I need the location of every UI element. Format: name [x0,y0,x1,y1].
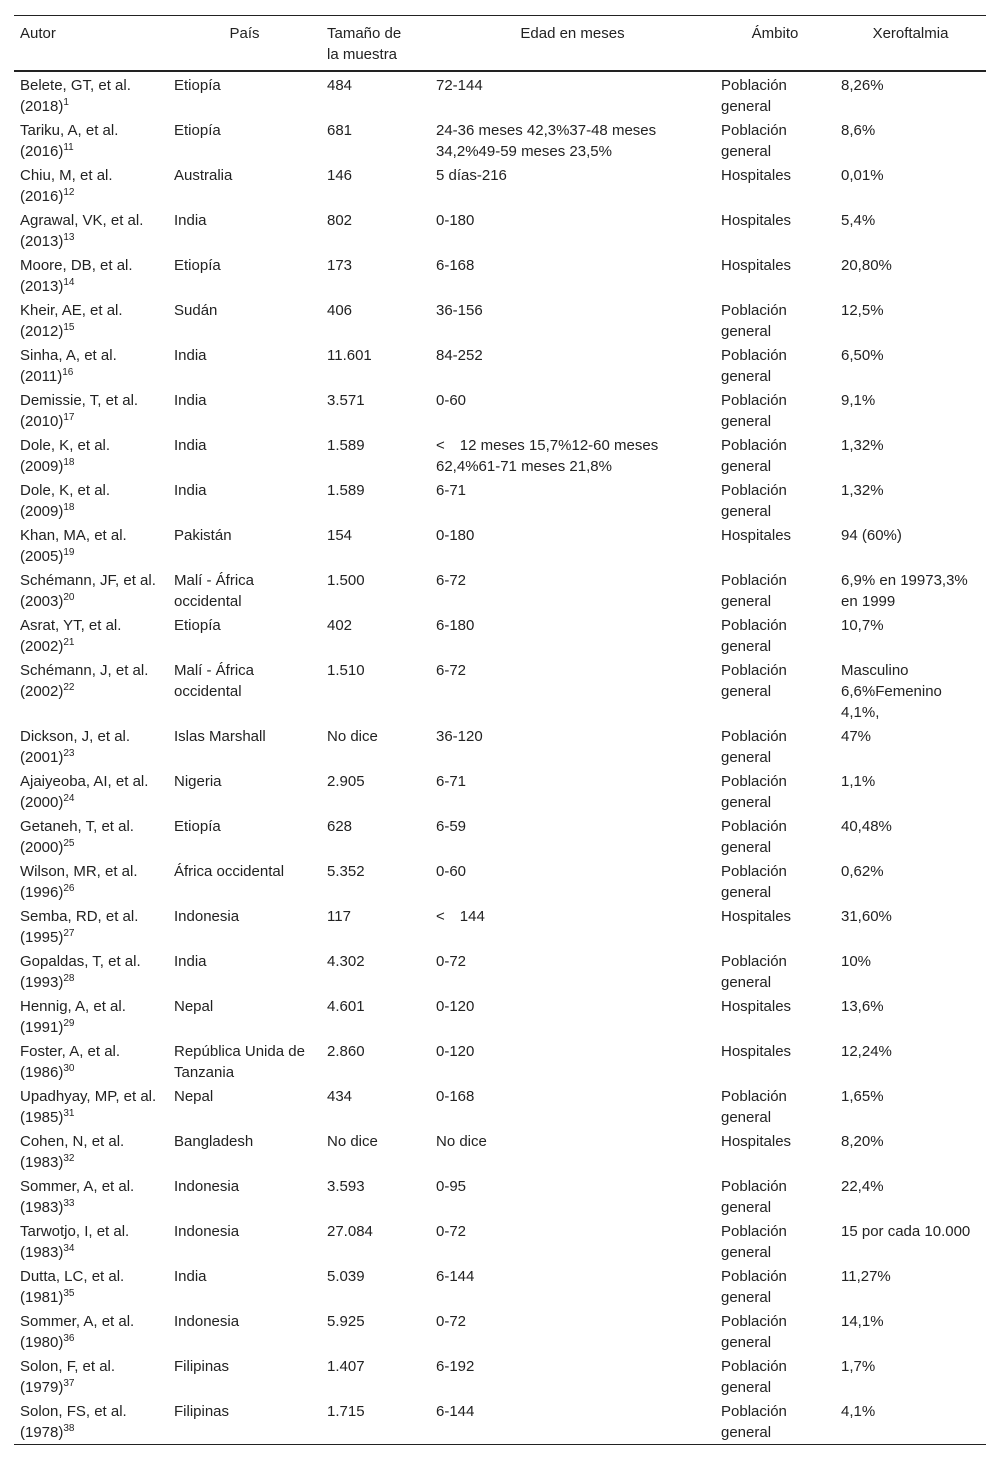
cell-ambito: Hospitales [721,1133,792,1150]
reference-number: 23 [63,748,75,759]
reference-number: 21 [63,637,75,648]
cell-pais: India [174,347,207,364]
cell-ambito: Hospitales [721,998,792,1015]
cell-autor [14,859,168,904]
cell-xeroftalmia: Masculino 6,6%Femenino 4,1%, [841,662,942,721]
cell-autor [14,163,168,208]
cell-ambito: Población general [721,392,787,430]
cell-autor [14,658,168,724]
cell-muestra: 117 [327,908,351,925]
cell-edad: 0-72 [436,953,467,970]
reference-number: 36 [63,1333,75,1344]
autor-text: Schémann, J, et al. (2002) [20,662,149,700]
cell-edad: 0-120 [436,1043,475,1060]
table-row [14,1264,986,1309]
cell-edad: 0-60 [436,863,467,880]
cell-pais: Etiopía [174,818,221,835]
autor-text: Dickson, J, et al. (2001) [20,728,131,766]
cell-muestra: 5.925 [327,1313,365,1330]
cell-muestra: No dice [327,728,378,745]
cell-muestra: 1.510 [327,662,365,679]
cell-edad: 24-36 meses 42,3%37-48 meses 34,2%49-59 meses 23,5% [436,122,657,160]
reference-number: 38 [63,1423,75,1434]
cell-xeroftalmia: 22,4% [841,1178,884,1195]
cell-autor [14,568,168,613]
cell-muestra: 2.905 [327,773,365,790]
cell-muestra: 402 [327,617,353,634]
cell-pais: India [174,437,207,454]
cell-xeroftalmia: 4,1% [841,1403,876,1420]
cell-muestra: 802 [327,212,353,229]
cell-pais: Filipinas [174,1403,230,1420]
cell-xeroftalmia: 47% [841,728,872,745]
cell-xeroftalmia: 1,1% [841,773,876,790]
autor-text: Dole, K, et al. (2009) [20,437,111,475]
cell-edad: < 144 [436,908,485,925]
reference-number: 20 [63,592,75,603]
cell-ambito: Población general [721,662,787,700]
header-pais: País [229,25,260,42]
cell-autor [14,388,168,433]
reference-number: 29 [63,1018,75,1029]
table-row [14,523,986,568]
reference-number: 37 [63,1378,75,1389]
cell-pais: Malí - África occidental [174,572,255,610]
cell-autor [14,613,168,658]
cell-xeroftalmia: 0,62% [841,863,884,880]
cell-pais: Pakistán [174,527,232,544]
autor-text: Solon, FS, et al. (1978) [20,1403,127,1441]
cell-ambito: Hospitales [721,908,792,925]
cell-ambito: Población general [721,1268,787,1306]
table-row [14,208,986,253]
header-ambito: Ámbito [751,25,799,42]
table-row [14,724,986,769]
reference-number: 14 [63,277,75,288]
cell-edad: 36-120 [436,728,483,745]
cell-ambito: Población general [721,953,787,991]
autor-text: Gopaldas, T, et al. (1993) [20,953,141,991]
cell-muestra: 146 [327,167,353,184]
reference-number: 19 [63,547,75,558]
reference-number: 1 [63,97,69,108]
cell-autor [14,1174,168,1219]
cell-edad: 6-72 [436,662,467,679]
autor-text: Ajaiyeoba, AI, et al. (2000) [20,773,149,811]
cell-edad: 6-59 [436,818,467,835]
cell-xeroftalmia: 10,7% [841,617,884,634]
cell-ambito: Hospitales [721,527,792,544]
cell-autor [14,343,168,388]
table-row [14,859,986,904]
cell-pais: Etiopía [174,257,221,274]
cell-muestra: 11.601 [327,347,372,364]
autor-text: Semba, RD, et al. (1995) [20,908,139,946]
reference-number: 18 [63,502,75,513]
cell-edad: 72-144 [436,77,483,94]
autor-text: Hennig, A, et al. (1991) [20,998,126,1036]
table-row [14,388,986,433]
header-xeroftalmia: Xeroftalmia [872,25,949,42]
cell-autor [14,904,168,949]
cell-xeroftalmia: 31,60% [841,908,892,925]
cell-xeroftalmia: 15 por cada 10.000 [841,1223,971,1240]
cell-ambito: Población general [721,863,787,901]
cell-autor [14,478,168,523]
cell-xeroftalmia: 6,9% en 19973,3% en 1999 [841,572,968,610]
cell-muestra: 173 [327,257,353,274]
cell-pais: Nigeria [174,773,222,790]
cell-autor [14,769,168,814]
cell-pais: Filipinas [174,1358,230,1375]
reference-number: 31 [63,1108,75,1119]
reference-number: 15 [63,322,75,333]
cell-xeroftalmia: 8,6% [841,122,876,139]
cell-xeroftalmia: 10% [841,953,872,970]
cell-xeroftalmia: 12,5% [841,302,884,319]
table-row [14,994,986,1039]
cell-ambito: Población general [721,572,787,610]
cell-autor [14,1039,168,1084]
cell-muestra: 434 [327,1088,353,1105]
reference-number: 32 [63,1153,75,1164]
cell-edad: 0-120 [436,998,475,1015]
cell-pais: Islas Marshall [174,728,266,745]
autor-text: Schémann, JF, et al. (2003) [20,572,156,610]
cell-ambito: Población general [721,1223,787,1261]
cell-muestra: 681 [327,122,353,139]
table-row [14,1354,986,1399]
table-row [14,118,986,163]
cell-muestra: 2.860 [327,1043,365,1060]
autor-text: Sommer, A, et al. (1983) [20,1178,135,1216]
cell-ambito: Población general [721,302,787,340]
cell-autor [14,523,168,568]
reference-number: 17 [63,412,75,423]
table-row [14,1084,986,1129]
cell-ambito: Hospitales [721,167,792,184]
cell-muestra: 4.302 [327,953,365,970]
reference-number: 35 [63,1288,75,1299]
reference-number: 30 [63,1063,75,1074]
autor-text: Kheir, AE, et al. (2012) [20,302,123,340]
header-muestra [321,16,430,72]
cell-muestra: 5.352 [327,863,365,880]
cell-edad: 0-60 [436,392,467,409]
cell-ambito: Población general [721,818,787,856]
cell-autor [14,1264,168,1309]
reference-number: 12 [63,187,75,198]
cell-edad: 6-71 [436,773,467,790]
reference-number: 16 [62,367,74,378]
reference-number: 11 [63,142,74,153]
header-row [14,16,986,72]
cell-xeroftalmia: 94 (60%) [841,527,902,544]
reference-number: 22 [63,682,75,693]
cell-autor [14,208,168,253]
cell-pais: India [174,212,207,229]
cell-edad: 36-156 [436,302,483,319]
cell-pais: India [174,392,207,409]
cell-ambito: Población general [721,347,787,385]
cell-autor [14,1084,168,1129]
table-row [14,1309,986,1354]
table-row [14,949,986,994]
cell-pais: India [174,953,207,970]
cell-pais: Malí - África occidental [174,662,255,700]
cell-xeroftalmia: 1,65% [841,1088,884,1105]
cell-ambito: Población general [721,437,787,475]
autor-text: Asrat, YT, et al. (2002) [20,617,122,655]
table-row [14,163,986,208]
cell-edad: 84-252 [436,347,483,364]
cell-pais: Sudán [174,302,218,319]
cell-xeroftalmia: 13,6% [841,998,884,1015]
cell-autor [14,253,168,298]
table-row [14,568,986,613]
table-row [14,814,986,859]
autor-text: Foster, A, et al. (1986) [20,1043,121,1081]
cell-muestra: 406 [327,302,353,319]
cell-edad: 5 días-216 [436,167,507,184]
cell-edad: 6-144 [436,1403,475,1420]
cell-ambito: Población general [721,773,787,811]
cell-ambito: Población general [721,1088,787,1126]
table-header [14,16,986,72]
cell-edad: 0-180 [436,527,475,544]
table-row [14,1174,986,1219]
reference-number: 25 [63,838,75,849]
autor-text: Tarwotjo, I, et al. (1983) [20,1223,130,1261]
table-row [14,433,986,478]
cell-pais: Bangladesh [174,1133,254,1150]
cell-ambito: Población general [721,1358,787,1396]
cell-muestra: 3.571 [327,392,365,409]
cell-pais: Indonesia [174,1178,240,1195]
cell-edad: 6-71 [436,482,467,499]
cell-autor [14,1354,168,1399]
autor-text: Dole, K, et al. (2009) [20,482,111,520]
cell-xeroftalmia: 9,1% [841,392,876,409]
cell-edad: 0-72 [436,1223,467,1240]
table-row [14,904,986,949]
autor-text: Wilson, MR, et al. (1996) [20,863,138,901]
cell-edad: 6-180 [436,617,475,634]
cell-edad: 6-72 [436,572,467,589]
cell-muestra: 1.589 [327,482,365,499]
cell-autor [14,949,168,994]
cell-autor [14,1219,168,1264]
header-edad: Edad en meses [520,25,625,42]
table-row [14,1219,986,1264]
cell-muestra: 3.593 [327,1178,365,1195]
cell-xeroftalmia: 20,80% [841,257,892,274]
cell-muestra: 5.039 [327,1268,365,1285]
autor-text: Moore, DB, et al. (2013) [20,257,133,295]
cell-xeroftalmia: 8,20% [841,1133,884,1150]
table-row [14,478,986,523]
cell-xeroftalmia: 1,32% [841,437,884,454]
autor-text: Khan, MA, et al. (2005) [20,527,127,565]
reference-number: 26 [63,883,75,894]
cell-edad: < 12 meses 15,7%12-60 meses 62,4%61-71 meses 21,8% [436,437,659,475]
cell-autor [14,1399,168,1445]
autor-text: Demissie, T, et al. (2010) [20,392,139,430]
cell-edad: 0-180 [436,212,475,229]
cell-autor [14,433,168,478]
cell-xeroftalmia: 11,27% [841,1268,891,1285]
cell-ambito: Población general [721,122,787,160]
cell-pais: Australia [174,167,233,184]
cell-edad: 6-168 [436,257,475,274]
table-row [14,613,986,658]
autor-text: Cohen, N, et al. (1983) [20,1133,125,1171]
table-row [14,298,986,343]
reference-number: 33 [63,1198,75,1209]
table-body [14,71,986,1445]
cell-muestra: 4.601 [327,998,365,1015]
reference-number: 27 [63,928,75,939]
autor-text: Tariku, A, et al. (2016) [20,122,119,160]
cell-xeroftalmia: 12,24% [841,1043,892,1060]
cell-xeroftalmia: 8,26% [841,77,884,94]
cell-ambito: Hospitales [721,212,792,229]
cell-xeroftalmia: 14,1% [841,1313,884,1330]
cell-muestra: 154 [327,527,353,544]
cell-pais: África occidental [174,863,285,880]
autor-text: Belete, GT, et al. (2018) [20,77,131,115]
autor-text: Agrawal, VK, et al. (2013) [20,212,144,250]
cell-pais: Nepal [174,998,214,1015]
reference-number: 13 [63,232,75,243]
cell-ambito: Población general [721,482,787,520]
reference-number: 34 [63,1243,75,1254]
cell-xeroftalmia: 1,7% [841,1358,876,1375]
xeroftalmia-table [14,15,986,1445]
cell-xeroftalmia: 5,4% [841,212,876,229]
cell-edad: 0-168 [436,1088,475,1105]
cell-ambito: Población general [721,1178,787,1216]
header-autor: Autor [20,25,56,42]
cell-xeroftalmia: 6,50% [841,347,884,364]
cell-pais: Etiopía [174,122,221,139]
cell-autor [14,118,168,163]
cell-pais: India [174,1268,207,1285]
cell-ambito: Hospitales [721,1043,792,1060]
cell-edad: 0-72 [436,1313,467,1330]
cell-pais: República Unida de Tanzania [174,1043,305,1081]
autor-text: Chiu, M, et al. (2016) [20,167,113,205]
table-row [14,658,986,724]
cell-ambito: Población general [721,1403,787,1441]
cell-muestra: 27.084 [327,1223,373,1240]
cell-ambito: Población general [721,728,787,766]
cell-autor [14,1309,168,1354]
table-row [14,1399,986,1445]
cell-edad: 0-95 [436,1178,467,1195]
cell-pais: Indonesia [174,1313,240,1330]
table-row [14,1039,986,1084]
cell-pais: India [174,482,207,499]
cell-muestra: 1.589 [327,437,365,454]
autor-text: Upadhyay, MP, et al. (1985) [20,1088,157,1126]
cell-xeroftalmia: 0,01% [841,167,884,184]
cell-pais: Indonesia [174,908,240,925]
autor-text: Sinha, A, et al. (2011) [20,347,117,385]
cell-xeroftalmia: 1,32% [841,482,884,499]
cell-edad: 6-144 [436,1268,475,1285]
cell-ambito: Población general [721,77,787,115]
cell-pais: Etiopía [174,77,221,94]
cell-ambito: Población general [721,617,787,655]
autor-text: Dutta, LC, et al. (1981) [20,1268,125,1306]
header-muestra-line1: Tamaño de [327,25,402,42]
reference-number: 28 [63,973,75,984]
cell-muestra: 628 [327,818,353,835]
cell-muestra: 1.715 [327,1403,365,1420]
cell-muestra: 1.500 [327,572,365,589]
table-row [14,71,986,118]
cell-edad: 6-192 [436,1358,475,1375]
cell-ambito: Hospitales [721,257,792,274]
table-row [14,253,986,298]
cell-autor [14,814,168,859]
table-row [14,769,986,814]
cell-pais: Etiopía [174,617,221,634]
cell-edad: No dice [436,1133,487,1150]
header-muestra-line2: la muestra [327,46,398,63]
cell-pais: Indonesia [174,1223,240,1240]
cell-ambito: Población general [721,1313,787,1351]
autor-text: Sommer, A, et al. (1980) [20,1313,135,1351]
autor-text: Solon, F, et al. (1979) [20,1358,116,1396]
cell-muestra: No dice [327,1133,378,1150]
cell-muestra: 484 [327,77,353,94]
cell-muestra: 1.407 [327,1358,365,1375]
reference-number: 24 [63,793,75,804]
cell-pais: Nepal [174,1088,214,1105]
autor-text: Getaneh, T, et al. (2000) [20,818,134,856]
table-row [14,1129,986,1174]
cell-xeroftalmia: 40,48% [841,818,892,835]
table-row [14,343,986,388]
cell-autor [14,71,168,118]
cell-autor [14,724,168,769]
reference-number: 18 [63,457,75,468]
cell-autor [14,994,168,1039]
cell-autor [14,298,168,343]
cell-autor [14,1129,168,1174]
